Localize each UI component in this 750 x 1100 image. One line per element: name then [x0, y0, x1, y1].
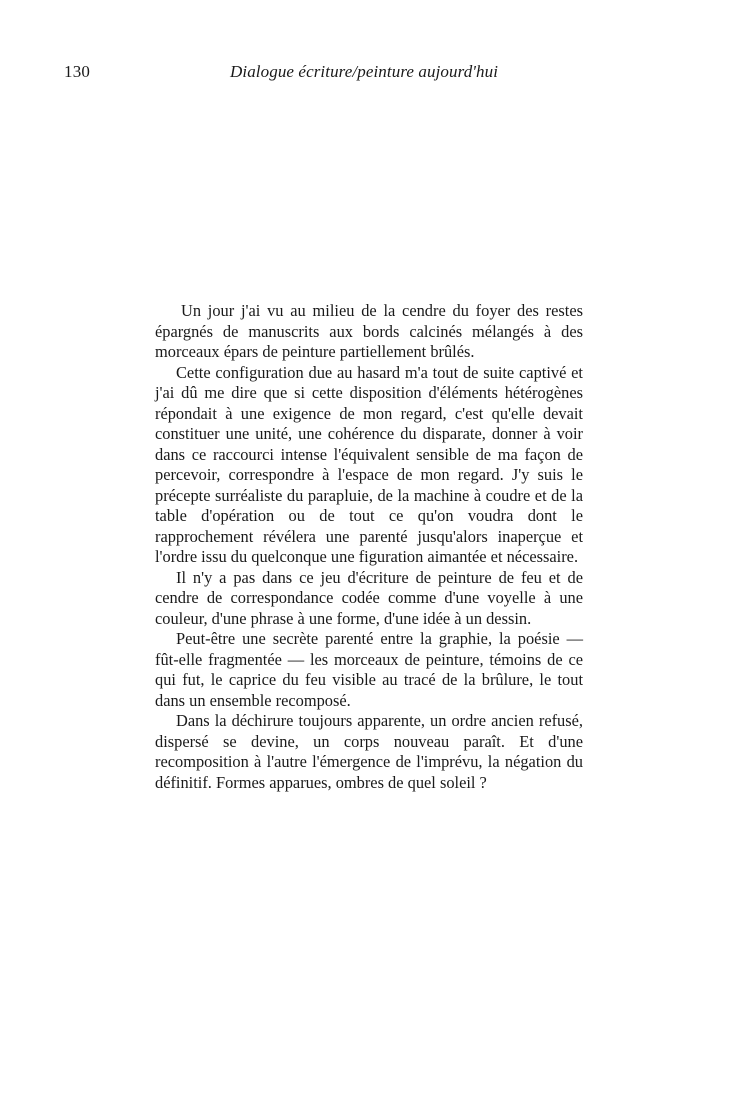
paragraph: Un jour j'ai vu au milieu de la cendre du foyer des restes épargnés de manuscrits aux bords calcinés mélangés à des morceaux épars de peinture partiellement brûlés.	[155, 301, 583, 361]
page-number: 130	[64, 62, 91, 81]
body-text	[155, 301, 583, 793]
paragraph: Cette configuration due au hasard m'a tout de suite captivé et j'ai dû me dire que si cette disposition d'éléments hétérogènes répondait à une exigence de mon regard, c'est qu'elle devait constituer une unité, une cohérence du disparate, donner à voir dans ce raccourci intense l'équivalent sensible de ma façon de percevoir, correspondre à l'espace de mon regard. J'y suis le précepte surréaliste du parapluie, de la machine à coudre et de la table d'opération ou de tout ce qu'on voudra dont le rapprochement révélera une parenté jusqu'alors inaperçue et l'ordre issu du quelconque une figuration aimantée et nécessaire.	[155, 362, 583, 566]
paragraph: Peut-être une secrète parenté entre la graphie, la poésie — fût-elle fragmentée — les morceaux de peinture, témoins de ce qui fut, le caprice du feu visible au tracé de la brûlure, le tout dans un ensemble recomposé.	[155, 629, 583, 710]
paragraph: Dans la déchirure toujours apparente, un ordre ancien refusé, dispersé se devine, un corps nouveau paraît. Et d'une recomposition à l'autre l'émergence de l'imprévu, la négation du définitif. Formes apparues, ombres de quel soleil ?	[155, 711, 583, 792]
paragraph: Il n'y a pas dans ce jeu d'écriture de peinture de feu et de cendre de correspondance codée comme d'une voyelle à une couleur, d'une phrase à une forme, d'une idée à un dessin.	[155, 567, 583, 628]
running-title: Dialogue écriture/peinture aujourd'hui	[230, 62, 499, 81]
